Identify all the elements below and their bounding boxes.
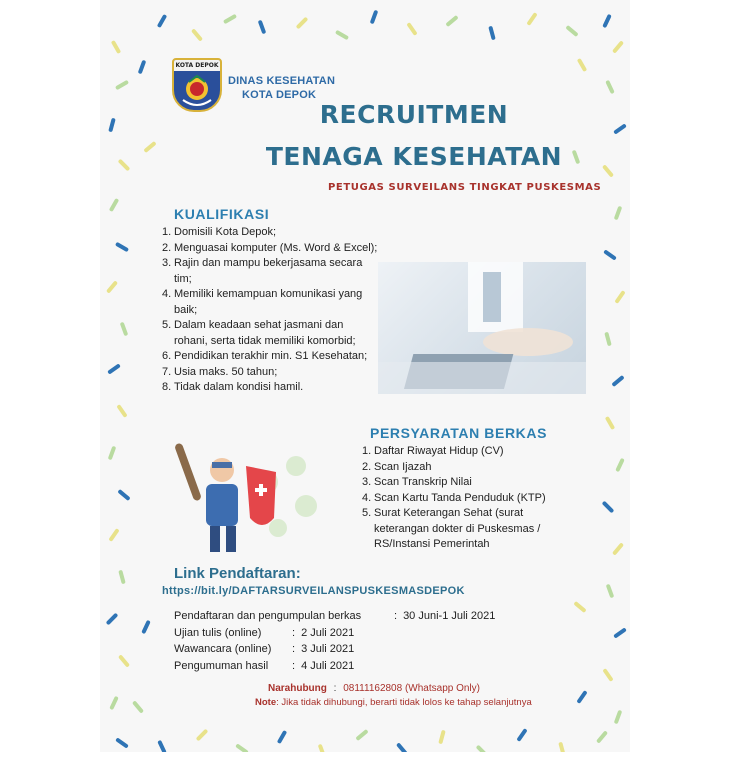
title-recruitmen: RECRUITMEN bbox=[319, 100, 509, 129]
schedule-row bbox=[174, 625, 495, 642]
sprinkle bbox=[614, 206, 623, 221]
persyaratan-item-number: 2. bbox=[362, 460, 372, 473]
kualifikasi-item-text: Menguasai komputer (Ms. Word & Excel); bbox=[174, 241, 378, 254]
contact-sep: : bbox=[333, 683, 337, 694]
note-text: : Jika tidak dihubungi, berarti tidak lolos ke tahap selanjutnya bbox=[276, 697, 532, 708]
sprinkle bbox=[109, 696, 119, 710]
persyaratan-list bbox=[362, 444, 572, 553]
persyaratan-item-number: 1. bbox=[362, 445, 372, 457]
schedule-sep: : bbox=[394, 610, 398, 622]
kualifikasi-item bbox=[162, 256, 380, 287]
doctor-laptop-photo bbox=[378, 262, 586, 394]
kualifikasi-heading: KUALIFIKASI bbox=[174, 206, 270, 222]
sprinkle bbox=[488, 26, 495, 41]
kualifikasi-item bbox=[162, 241, 380, 257]
sprinkle bbox=[602, 668, 613, 682]
sprinkle bbox=[196, 729, 209, 742]
sprinkle bbox=[116, 404, 127, 418]
sprinkle bbox=[516, 728, 527, 742]
sprinkle bbox=[118, 570, 125, 585]
kualifikasi-item-text: Pendidikan terakhir min. S1 Kesehatan; bbox=[174, 350, 368, 362]
sprinkle bbox=[107, 363, 121, 374]
sprinkle bbox=[576, 690, 587, 704]
sprinkle bbox=[115, 737, 129, 748]
sprinkle bbox=[138, 60, 147, 75]
kualifikasi-item-text: Domisili Kota Depok; bbox=[174, 226, 277, 238]
sprinkle bbox=[602, 501, 615, 514]
persyaratan-item-number: 4. bbox=[362, 491, 372, 504]
kualifikasi-item-text: Dalam keadaan sehat jasmani dan rohani, serta tidak memiliki komorbid; bbox=[174, 319, 356, 347]
schedule-label: Wawancara (online) bbox=[174, 643, 272, 655]
sprinkle bbox=[111, 40, 121, 54]
kualifikasi-item-number: 8. bbox=[162, 381, 172, 393]
sprinkle bbox=[606, 584, 615, 599]
schedule-label: Ujian tulis (online) bbox=[174, 626, 262, 639]
registration-link[interactable]: https://bit.ly/DAFTARSURVEILANSPUSKESMASDEPOK bbox=[162, 585, 465, 597]
schedule-sep: : bbox=[292, 659, 296, 672]
sprinkle bbox=[296, 17, 309, 30]
schedule-value: 4 Juli 2021 bbox=[301, 659, 355, 672]
sprinkle bbox=[605, 80, 615, 94]
schedule-value: 3 Juli 2021 bbox=[301, 643, 355, 655]
sprinkle bbox=[277, 730, 287, 744]
schedule-row bbox=[174, 608, 495, 625]
sprinkle bbox=[115, 80, 129, 90]
subtitle-position: PETUGAS SURVEILANS TINGKAT PUSKESMAS bbox=[328, 182, 602, 193]
kualifikasi-item-number: 2. bbox=[162, 241, 172, 254]
sprinkle bbox=[157, 14, 167, 28]
sprinkle bbox=[108, 528, 119, 542]
sprinkle bbox=[611, 375, 624, 387]
sprinkle bbox=[106, 613, 119, 626]
sprinkle bbox=[370, 10, 379, 25]
sprinkle bbox=[108, 446, 117, 461]
kualifikasi-item-number: 6. bbox=[162, 350, 172, 362]
recruitment-poster bbox=[100, 0, 630, 752]
sprinkle bbox=[476, 745, 489, 752]
sprinkle bbox=[612, 40, 624, 53]
logo-text: KOTA DEPOK bbox=[175, 62, 219, 69]
sprinkle bbox=[223, 14, 237, 24]
schedule-label: Pengumuman hasil bbox=[174, 659, 269, 672]
kualifikasi-item-number: 7. bbox=[162, 365, 172, 378]
persyaratan-item bbox=[362, 475, 572, 491]
persyaratan-item-text: Daftar Riwayat Hidup (CV) bbox=[374, 445, 504, 457]
schedule-block bbox=[174, 608, 495, 674]
sprinkle bbox=[602, 14, 612, 28]
kualifikasi-item bbox=[162, 287, 380, 318]
org-name-line1: DINAS KESEHATAN bbox=[228, 75, 336, 87]
kualifikasi-item bbox=[162, 225, 380, 241]
sprinkle bbox=[604, 332, 611, 347]
title-tenaga-kesehatan: TENAGA KESEHATAN bbox=[265, 142, 563, 171]
health-worker-illustration bbox=[166, 436, 334, 554]
sprinkle bbox=[355, 729, 368, 741]
kualifikasi-item-number: 1. bbox=[162, 226, 172, 238]
note-label: Note bbox=[255, 697, 277, 708]
contact-line bbox=[268, 683, 480, 694]
sprinkle bbox=[612, 542, 624, 555]
kualifikasi-item-text: Usia maks. 50 tahun; bbox=[174, 365, 278, 378]
kualifikasi-item bbox=[162, 365, 380, 381]
persyaratan-item-text: Scan Kartu Tanda Penduduk (KTP) bbox=[374, 491, 546, 504]
kualifikasi-item bbox=[162, 318, 380, 349]
persyaratan-item-text: Scan Transkrip Nilai bbox=[374, 476, 472, 488]
sprinkle bbox=[613, 627, 627, 638]
schedule-row bbox=[174, 641, 495, 658]
sprinkle bbox=[445, 15, 458, 27]
sprinkle bbox=[603, 249, 617, 260]
sprinkle bbox=[157, 740, 167, 752]
persyaratan-item bbox=[362, 506, 572, 553]
sprinkle bbox=[109, 198, 119, 212]
persyaratan-item bbox=[362, 444, 572, 460]
contact-number: 08111162808 (Whatsapp Only) bbox=[343, 683, 480, 694]
kualifikasi-item bbox=[162, 380, 380, 396]
sprinkle bbox=[115, 242, 129, 252]
sprinkle bbox=[406, 22, 417, 36]
persyaratan-item bbox=[362, 460, 572, 476]
schedule-sep: : bbox=[292, 626, 296, 639]
sprinkle bbox=[614, 710, 623, 725]
kualifikasi-item-number: 4. bbox=[162, 288, 172, 300]
kualifikasi-item-number: 3. bbox=[162, 257, 172, 269]
sprinkle bbox=[438, 730, 445, 745]
sprinkle bbox=[558, 742, 565, 752]
sprinkle bbox=[573, 601, 586, 613]
persyaratan-item-text: Scan Ijazah bbox=[374, 460, 432, 473]
sprinkle bbox=[120, 322, 129, 337]
kualifikasi-item-number: 5. bbox=[162, 319, 172, 331]
sprinkle bbox=[106, 280, 118, 293]
sprinkle bbox=[526, 12, 537, 26]
sprinkle bbox=[141, 620, 151, 634]
sprinkle bbox=[565, 25, 578, 37]
link-heading: Link Pendaftaran: bbox=[174, 565, 301, 582]
sprinkle bbox=[258, 20, 267, 35]
persyaratan-item-number: 3. bbox=[362, 476, 372, 488]
note-line bbox=[255, 697, 532, 708]
schedule-value: 2 Juli 2021 bbox=[301, 626, 355, 639]
kualifikasi-list bbox=[162, 225, 380, 396]
sprinkle bbox=[577, 58, 587, 72]
sprinkle bbox=[318, 744, 327, 752]
sprinkle bbox=[335, 30, 349, 40]
persyaratan-heading: PERSYARATAN BERKAS bbox=[370, 425, 548, 441]
sprinkle bbox=[596, 730, 608, 743]
schedule-sep: : bbox=[292, 643, 296, 655]
sprinkle bbox=[191, 28, 203, 41]
persyaratan-item-number: 5. bbox=[362, 507, 372, 519]
sprinkle bbox=[132, 700, 144, 713]
kualifikasi-item-text: Memiliki kemampuan komunikasi yang baik; bbox=[174, 288, 363, 316]
contact-label: Narahubung bbox=[268, 683, 327, 694]
persyaratan-item-text: Surat Keterangan Sehat (surat keterangan dokter di Puskesmas / RS/Instansi Pemerintah bbox=[374, 507, 541, 550]
org-name-line2: KOTA DEPOK bbox=[242, 89, 317, 101]
kualifikasi-item-text: Tidak dalam kondisi hamil. bbox=[174, 381, 304, 393]
kualifikasi-item bbox=[162, 349, 380, 365]
sprinkle bbox=[605, 416, 615, 430]
schedule-label: Pendaftaran dan pengumpulan berkas bbox=[174, 610, 362, 622]
schedule-value: 30 Juni-1 Juli 2021 bbox=[403, 610, 496, 622]
sprinkle bbox=[118, 654, 130, 667]
sprinkle bbox=[614, 290, 625, 304]
sprinkle bbox=[615, 458, 625, 472]
schedule-row bbox=[174, 658, 495, 675]
sprinkle bbox=[235, 743, 249, 752]
sprinkle bbox=[396, 742, 408, 752]
persyaratan-item bbox=[362, 491, 572, 507]
sprinkle bbox=[117, 489, 130, 501]
kualifikasi-item-text: Rajin dan mampu bekerjasama secara tim; bbox=[174, 257, 363, 285]
